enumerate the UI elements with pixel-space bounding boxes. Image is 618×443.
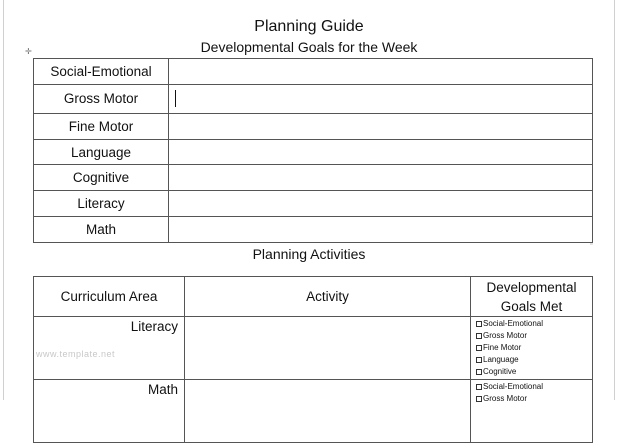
section-title: Planning Activities xyxy=(252,246,366,262)
page-edge-right xyxy=(614,0,615,400)
goal-label: Literacy xyxy=(34,191,169,217)
goal-label: Fine Motor xyxy=(34,113,169,139)
checkbox-label: Social-Emotional xyxy=(483,382,544,391)
table-row xyxy=(34,113,593,139)
goal-checklist xyxy=(471,317,592,378)
goals-table xyxy=(33,58,593,243)
checkbox-icon xyxy=(476,369,482,375)
header-goals-met xyxy=(471,277,593,317)
page-edge-left xyxy=(3,0,4,400)
table-row xyxy=(34,317,593,380)
goal-label: Social-Emotional xyxy=(34,59,169,85)
document-subtitle: Developmental Goals for the Week xyxy=(200,39,418,55)
goal-checkbox-item[interactable] xyxy=(476,318,592,330)
checkbox-icon xyxy=(476,345,482,351)
goal-checkbox-item[interactable] xyxy=(476,342,592,354)
goal-cell[interactable] xyxy=(169,113,593,139)
goal-cell-active[interactable] xyxy=(169,84,593,113)
checkbox-icon xyxy=(476,396,482,402)
goal-cell[interactable] xyxy=(169,217,593,243)
header-goals-met-line2: Goals Met xyxy=(500,298,563,314)
activity-cell[interactable] xyxy=(185,317,471,380)
checkbox-label: Social-Emotional xyxy=(483,319,544,328)
checkbox-icon xyxy=(476,357,482,363)
activity-cell[interactable] xyxy=(185,380,471,443)
table-move-handle-icon[interactable]: ✛ xyxy=(25,47,32,56)
table-header-row xyxy=(34,277,593,317)
table-resize-handle-icon[interactable]: ▫ xyxy=(590,241,593,248)
goal-checkbox-item[interactable] xyxy=(476,330,592,342)
goal-label: Math xyxy=(34,217,169,243)
checkbox-icon xyxy=(476,321,482,327)
table-row xyxy=(34,59,593,85)
checkbox-icon xyxy=(476,333,482,339)
goal-cell[interactable] xyxy=(169,139,593,165)
planning-table xyxy=(33,276,593,443)
checkbox-icon xyxy=(476,384,482,390)
document-title: Planning Guide xyxy=(254,18,364,35)
goal-label: Cognitive xyxy=(34,165,169,191)
table-row xyxy=(34,217,593,243)
header-curriculum-area: Curriculum Area xyxy=(34,277,185,317)
watermark: www.template.net xyxy=(36,349,116,359)
header-goals-met-line1: Developmental xyxy=(486,279,577,295)
goal-cell[interactable] xyxy=(169,59,593,85)
goal-cell[interactable] xyxy=(169,191,593,217)
curriculum-area-cell: Math xyxy=(34,380,185,443)
goal-cell[interactable] xyxy=(169,165,593,191)
goal-checklist xyxy=(471,380,592,405)
goal-label: Gross Motor xyxy=(34,84,169,113)
text-cursor xyxy=(175,90,176,107)
checkbox-label: Fine Motor xyxy=(483,343,522,352)
header-activity: Activity xyxy=(185,277,471,317)
checkbox-label: Cognitive xyxy=(483,367,517,376)
goal-checkbox-item[interactable] xyxy=(476,393,592,405)
checkbox-label: Gross Motor xyxy=(483,394,528,403)
table-row xyxy=(34,380,593,443)
goal-label: Language xyxy=(34,139,169,165)
table-row xyxy=(34,191,593,217)
goal-checkbox-item[interactable] xyxy=(476,381,592,393)
table-row xyxy=(34,165,593,191)
goals-met-cell xyxy=(471,380,593,443)
checkbox-label: Gross Motor xyxy=(483,331,528,340)
table-row xyxy=(34,84,593,113)
curriculum-area-cell: Literacy xyxy=(34,317,185,380)
checkbox-label: Language xyxy=(483,355,519,364)
goals-met-cell xyxy=(471,317,593,380)
goal-checkbox-item[interactable] xyxy=(476,354,592,366)
table-row xyxy=(34,139,593,165)
goal-checkbox-item[interactable] xyxy=(476,366,592,378)
